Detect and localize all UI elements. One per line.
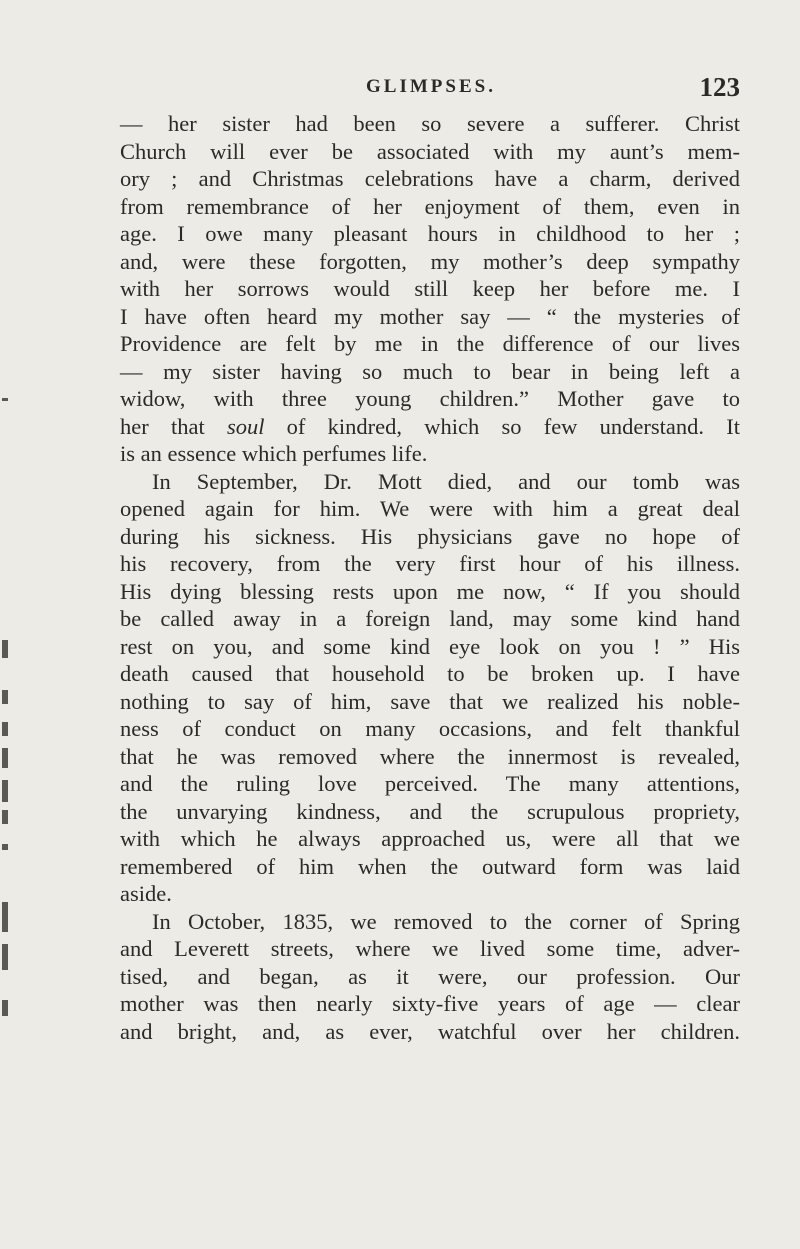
page-number: 123 xyxy=(699,72,740,102)
text-line: and bright, and, as ever, watchful over her children. xyxy=(120,1018,740,1044)
text-line: In September, Dr. Mott died, and our tomb was xyxy=(152,468,740,494)
text-line: rest on you, and some kind eye look on you ! ” His xyxy=(120,633,740,659)
margin-mark xyxy=(2,690,8,704)
margin-mark xyxy=(2,398,8,401)
text-line: that he was removed where the innermost is revealed, xyxy=(120,743,740,769)
binding-edge-marks xyxy=(0,0,14,1249)
text-line: is an essence which perfumes life. xyxy=(120,441,428,466)
margin-mark xyxy=(2,1000,8,1016)
text-line: death caused that household to be broken up. I have xyxy=(120,661,740,686)
text-line: In October, 1835, we removed to the corner of Spring xyxy=(152,908,740,934)
text-line: ness of conduct on many occasions, and felt thankful xyxy=(120,716,740,741)
margin-mark xyxy=(2,844,8,850)
text-line: — her sister had been so severe a sufferer. Christ xyxy=(120,111,740,136)
text-line: with her sorrows would still keep her before me. I xyxy=(120,276,740,301)
text-line: his recovery, from the very first hour of his illness. xyxy=(120,551,740,576)
margin-mark xyxy=(2,748,8,768)
text-line: mother was then nearly sixty-five years of age — clear xyxy=(120,991,740,1016)
margin-mark xyxy=(2,780,8,802)
body-text xyxy=(120,110,740,1045)
margin-mark xyxy=(2,810,8,824)
text-line: age. I owe many pleasant hours in childhood to her ; xyxy=(120,221,740,246)
text-line: during his sickness. His physicians gave no hope of xyxy=(120,523,740,549)
text-line: from remembrance of her enjoyment of them, even in xyxy=(120,193,740,219)
text-line: remembered of him when the outward form was laid xyxy=(120,853,740,879)
text-line: tised, and began, as it were, our profession. Our xyxy=(120,963,740,989)
text-line: — my sister having so much to bear in being left a xyxy=(120,358,740,384)
running-head: GLIMPSES. xyxy=(366,76,496,97)
text-line: opened again for him. We were with him a great deal xyxy=(120,496,740,521)
margin-mark xyxy=(2,640,8,658)
text-line: aside. xyxy=(120,881,172,906)
margin-mark xyxy=(2,944,8,970)
margin-mark xyxy=(2,722,8,736)
text-line: nothing to say of him, save that we realized his noble- xyxy=(120,688,740,714)
margin-mark xyxy=(2,902,8,932)
text-line: I have often heard my mother say — “ the mysteries of xyxy=(120,303,740,329)
page-header xyxy=(120,72,740,108)
text-line: her that soul of kindred, which so few understand. It xyxy=(120,413,740,439)
text-line: Providence are felt by me in the difference of our lives xyxy=(120,331,740,356)
text-line: the unvarying kindness, and the scrupulous propriety, xyxy=(120,798,740,824)
text-line: Church will ever be associated with my aunt’s mem- xyxy=(120,138,740,164)
text-line: widow, with three young children.” Mother gave to xyxy=(120,386,740,411)
text-line: and the ruling love perceived. The many attentions, xyxy=(120,771,740,796)
text-line: and Leverett streets, where we lived some time, adver- xyxy=(120,936,740,961)
text-line: be called away in a foreign land, may some kind hand xyxy=(120,606,740,631)
text-line: and, were these forgotten, my mother’s deep sympathy xyxy=(120,248,740,274)
text-line: ory ; and Christmas celebrations have a charm, derived xyxy=(120,166,740,191)
text-line: His dying blessing rests upon me now, “ If you should xyxy=(120,578,740,604)
text-line: with which he always approached us, were all that we xyxy=(120,826,740,851)
